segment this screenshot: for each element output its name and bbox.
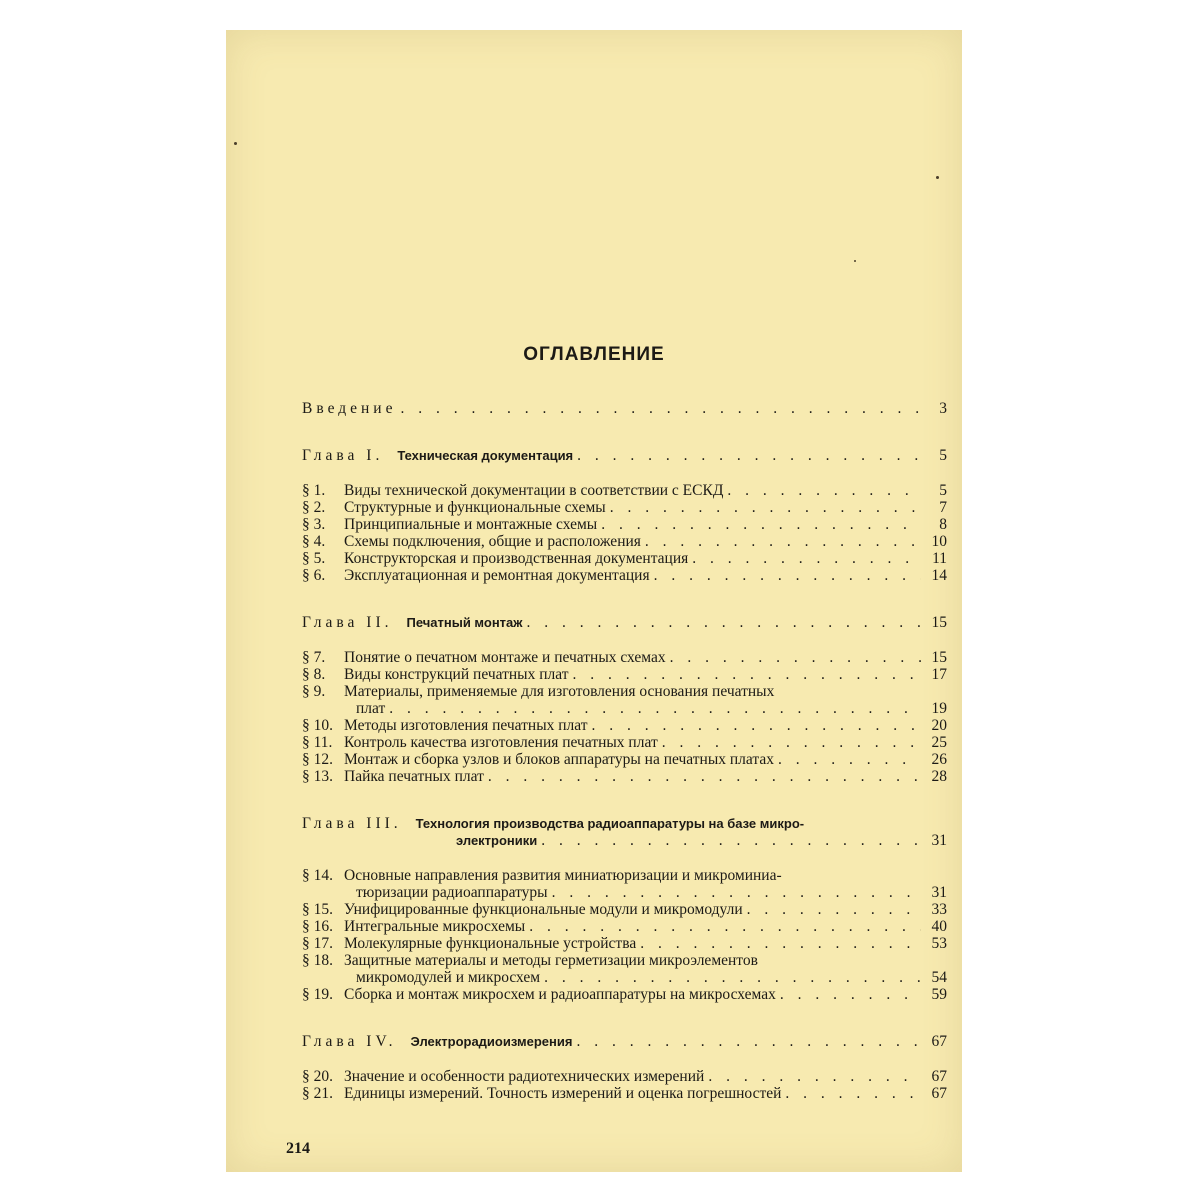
dot-leader (780, 986, 921, 1003)
section-page: 26 (931, 751, 947, 768)
dot-leader (529, 918, 921, 935)
dot-leader (670, 649, 921, 666)
dot-leader (727, 482, 921, 499)
section-list (302, 1068, 947, 1102)
section-page: 19 (931, 700, 947, 717)
section-title: Защитные материалы и методы герметизации микроэлементов (344, 952, 758, 969)
section-page: 28 (931, 768, 947, 785)
section-row[interactable] (302, 751, 947, 768)
section-title: Методы изготовления печатных плат (344, 717, 588, 734)
section-page: 25 (931, 734, 947, 751)
section-row[interactable] (302, 649, 947, 666)
section-list (302, 867, 947, 1003)
section-page: 54 (931, 969, 947, 986)
chapter-row[interactable] (302, 614, 947, 631)
section-title: Материалы, применяемые для изготовления основания печатных (344, 683, 775, 700)
section-title: Эксплуатационная и ремонтная документация (344, 567, 650, 584)
section-row[interactable] (302, 901, 947, 918)
dot-leader (708, 1068, 921, 1085)
section-title: Виды технической документации в соответствии с ЕСКД (344, 482, 724, 499)
dot-leader (577, 447, 921, 464)
paper-speck (854, 260, 856, 262)
section-title: Контроль качества изготовления печатных плат (344, 734, 658, 751)
dot-leader (576, 1033, 921, 1050)
chapter-title: Техническая документация (397, 448, 574, 463)
section-row[interactable] (302, 986, 947, 1003)
section-number: § 20. (302, 1068, 333, 1085)
section-title: Структурные и функциональные схемы (344, 499, 606, 516)
section-page: 59 (931, 986, 947, 1003)
section-row[interactable] (302, 952, 947, 969)
dot-leader (662, 734, 921, 751)
section-number: § 6. (302, 567, 326, 584)
section-title: Понятие о печатном монтаже и печатных схемах (344, 649, 666, 666)
section-page: 14 (931, 567, 947, 584)
section-title-cont-row (302, 884, 947, 901)
section-title: Молекулярные функциональные устройства (344, 935, 637, 952)
section-number: § 8. (302, 666, 326, 683)
section-page: 40 (931, 918, 947, 935)
section-row[interactable] (302, 1085, 947, 1102)
section-title-cont: микромодулей и микросхем (356, 969, 541, 986)
section-number: § 3. (302, 516, 326, 533)
chapter-title-cont: электроники (456, 833, 538, 848)
section-page: 11 (932, 550, 947, 567)
section-row[interactable] (302, 550, 947, 567)
dot-leader (544, 969, 921, 986)
dot-leader (400, 400, 921, 417)
dot-leader (640, 935, 921, 952)
section-row[interactable] (302, 666, 947, 683)
section-title: Основные направления развития миниатюризации и микроминиа- (344, 867, 782, 884)
section-row[interactable] (302, 516, 947, 533)
section-page: 5 (939, 482, 947, 499)
section-title: Сборка и монтаж микросхем и радиоаппаратуры на микросхемах (344, 986, 776, 1003)
intro-page: 3 (939, 400, 947, 417)
section-title: Унифицированные функциональные модули и микромодули (344, 901, 743, 918)
chapter-title: Печатный монтаж (406, 615, 523, 630)
section-page: 8 (939, 516, 947, 533)
section-title: Схемы подключения, общие и расположения (344, 533, 641, 550)
table-of-contents (302, 400, 947, 1102)
dot-leader (389, 700, 921, 717)
section-number: § 18. (302, 952, 333, 969)
section-row[interactable] (302, 918, 947, 935)
page-number: 214 (286, 1140, 310, 1157)
dot-leader (541, 832, 921, 849)
dot-leader (785, 1085, 921, 1102)
dot-leader (601, 516, 921, 533)
chapter-title: Технология производства радиоаппаратуры на базе микро- (415, 816, 805, 831)
dot-leader (592, 717, 921, 734)
section-list (302, 649, 947, 785)
intro-label: Введение (302, 400, 397, 417)
section-number: § 15. (302, 901, 333, 918)
section-row[interactable] (302, 768, 947, 785)
chapter-block (302, 1033, 947, 1102)
chapter-prefix: Глава IV. (302, 1033, 397, 1050)
section-number: § 21. (302, 1085, 333, 1102)
section-title-cont: плат (356, 700, 386, 717)
chapter-block (302, 447, 947, 584)
section-title: Монтаж и сборка узлов и блоков аппаратуры на печатных платах (344, 751, 774, 768)
dot-leader (552, 884, 921, 901)
section-page: 17 (931, 666, 947, 683)
section-title-cont-row (302, 969, 947, 986)
section-title: Пайка печатных плат (344, 768, 484, 785)
chapter-page: 5 (939, 447, 947, 464)
chapter-row[interactable] (302, 1033, 947, 1050)
toc-intro-row[interactable] (302, 400, 947, 417)
section-row[interactable] (302, 1068, 947, 1085)
section-number: § 12. (302, 751, 333, 768)
section-number: § 11. (302, 734, 333, 751)
section-number: § 9. (302, 683, 326, 700)
section-number: § 1. (302, 482, 326, 499)
section-number: § 4. (302, 533, 326, 550)
book-page (226, 30, 962, 1172)
section-number: § 17. (302, 935, 333, 952)
dot-leader (488, 768, 921, 785)
section-row[interactable] (302, 935, 947, 952)
chapter-block (302, 815, 947, 1003)
section-row[interactable] (302, 867, 947, 884)
paper-speck (936, 176, 939, 179)
chapter-prefix: Глава I. (302, 447, 384, 464)
section-title-cont: тюризации радиоаппаратуры (356, 884, 548, 901)
section-number: § 10. (302, 717, 333, 734)
chapter-row[interactable] (302, 447, 947, 464)
section-number: § 16. (302, 918, 333, 935)
section-row[interactable] (302, 499, 947, 516)
chapter-prefix: Глава II. (302, 614, 393, 631)
chapter-title: Электрорадиоизмерения (410, 1034, 573, 1049)
dot-leader (778, 751, 921, 768)
section-title: Виды конструкций печатных плат (344, 666, 569, 683)
section-page: 67 (931, 1085, 947, 1102)
section-number: § 19. (302, 986, 333, 1003)
chapter-page: 15 (931, 614, 947, 631)
section-title: Принципиальные и монтажные схемы (344, 516, 598, 533)
section-page: 20 (931, 717, 947, 734)
section-title: Интегральные микросхемы (344, 918, 526, 935)
section-row[interactable] (302, 734, 947, 751)
section-number: § 13. (302, 768, 333, 785)
chapter-row[interactable] (302, 815, 947, 832)
paper-speck (234, 142, 237, 145)
section-page: 67 (931, 1068, 947, 1085)
dot-leader (747, 901, 921, 918)
section-row[interactable] (302, 482, 947, 499)
dot-leader (527, 614, 922, 631)
section-page: 15 (931, 649, 947, 666)
chapter-title-cont-row (302, 832, 947, 849)
section-page: 53 (931, 935, 947, 952)
section-number: § 14. (302, 867, 333, 884)
section-page: 10 (931, 533, 947, 550)
chapter-page: 31 (931, 832, 947, 849)
section-title: Значение и особенности радиотехнических измерений (344, 1068, 705, 1085)
section-row[interactable] (302, 717, 947, 734)
section-title-cont-row (302, 700, 947, 717)
section-number: § 5. (302, 550, 326, 567)
chapter-block (302, 614, 947, 785)
section-list (302, 482, 947, 584)
section-number: § 7. (302, 649, 326, 666)
dot-leader (610, 499, 921, 516)
chapter-page: 67 (931, 1033, 947, 1050)
toc-heading: ОГЛАВЛЕНИЕ (523, 344, 665, 365)
dot-leader (654, 567, 921, 584)
chapter-prefix: Глава III. (302, 815, 402, 832)
section-page: 33 (931, 901, 947, 918)
section-title: Единицы измерений. Точность измерений и оценка погрешностей (344, 1085, 782, 1102)
section-row[interactable] (302, 567, 947, 584)
section-page: 7 (939, 499, 947, 516)
section-page: 31 (931, 884, 947, 901)
section-number: § 2. (302, 499, 326, 516)
dot-leader (692, 550, 921, 567)
section-row[interactable] (302, 533, 947, 550)
dot-leader (572, 666, 921, 683)
dot-leader (645, 533, 921, 550)
section-title: Конструкторская и производственная документация (344, 550, 689, 567)
section-row[interactable] (302, 683, 947, 700)
